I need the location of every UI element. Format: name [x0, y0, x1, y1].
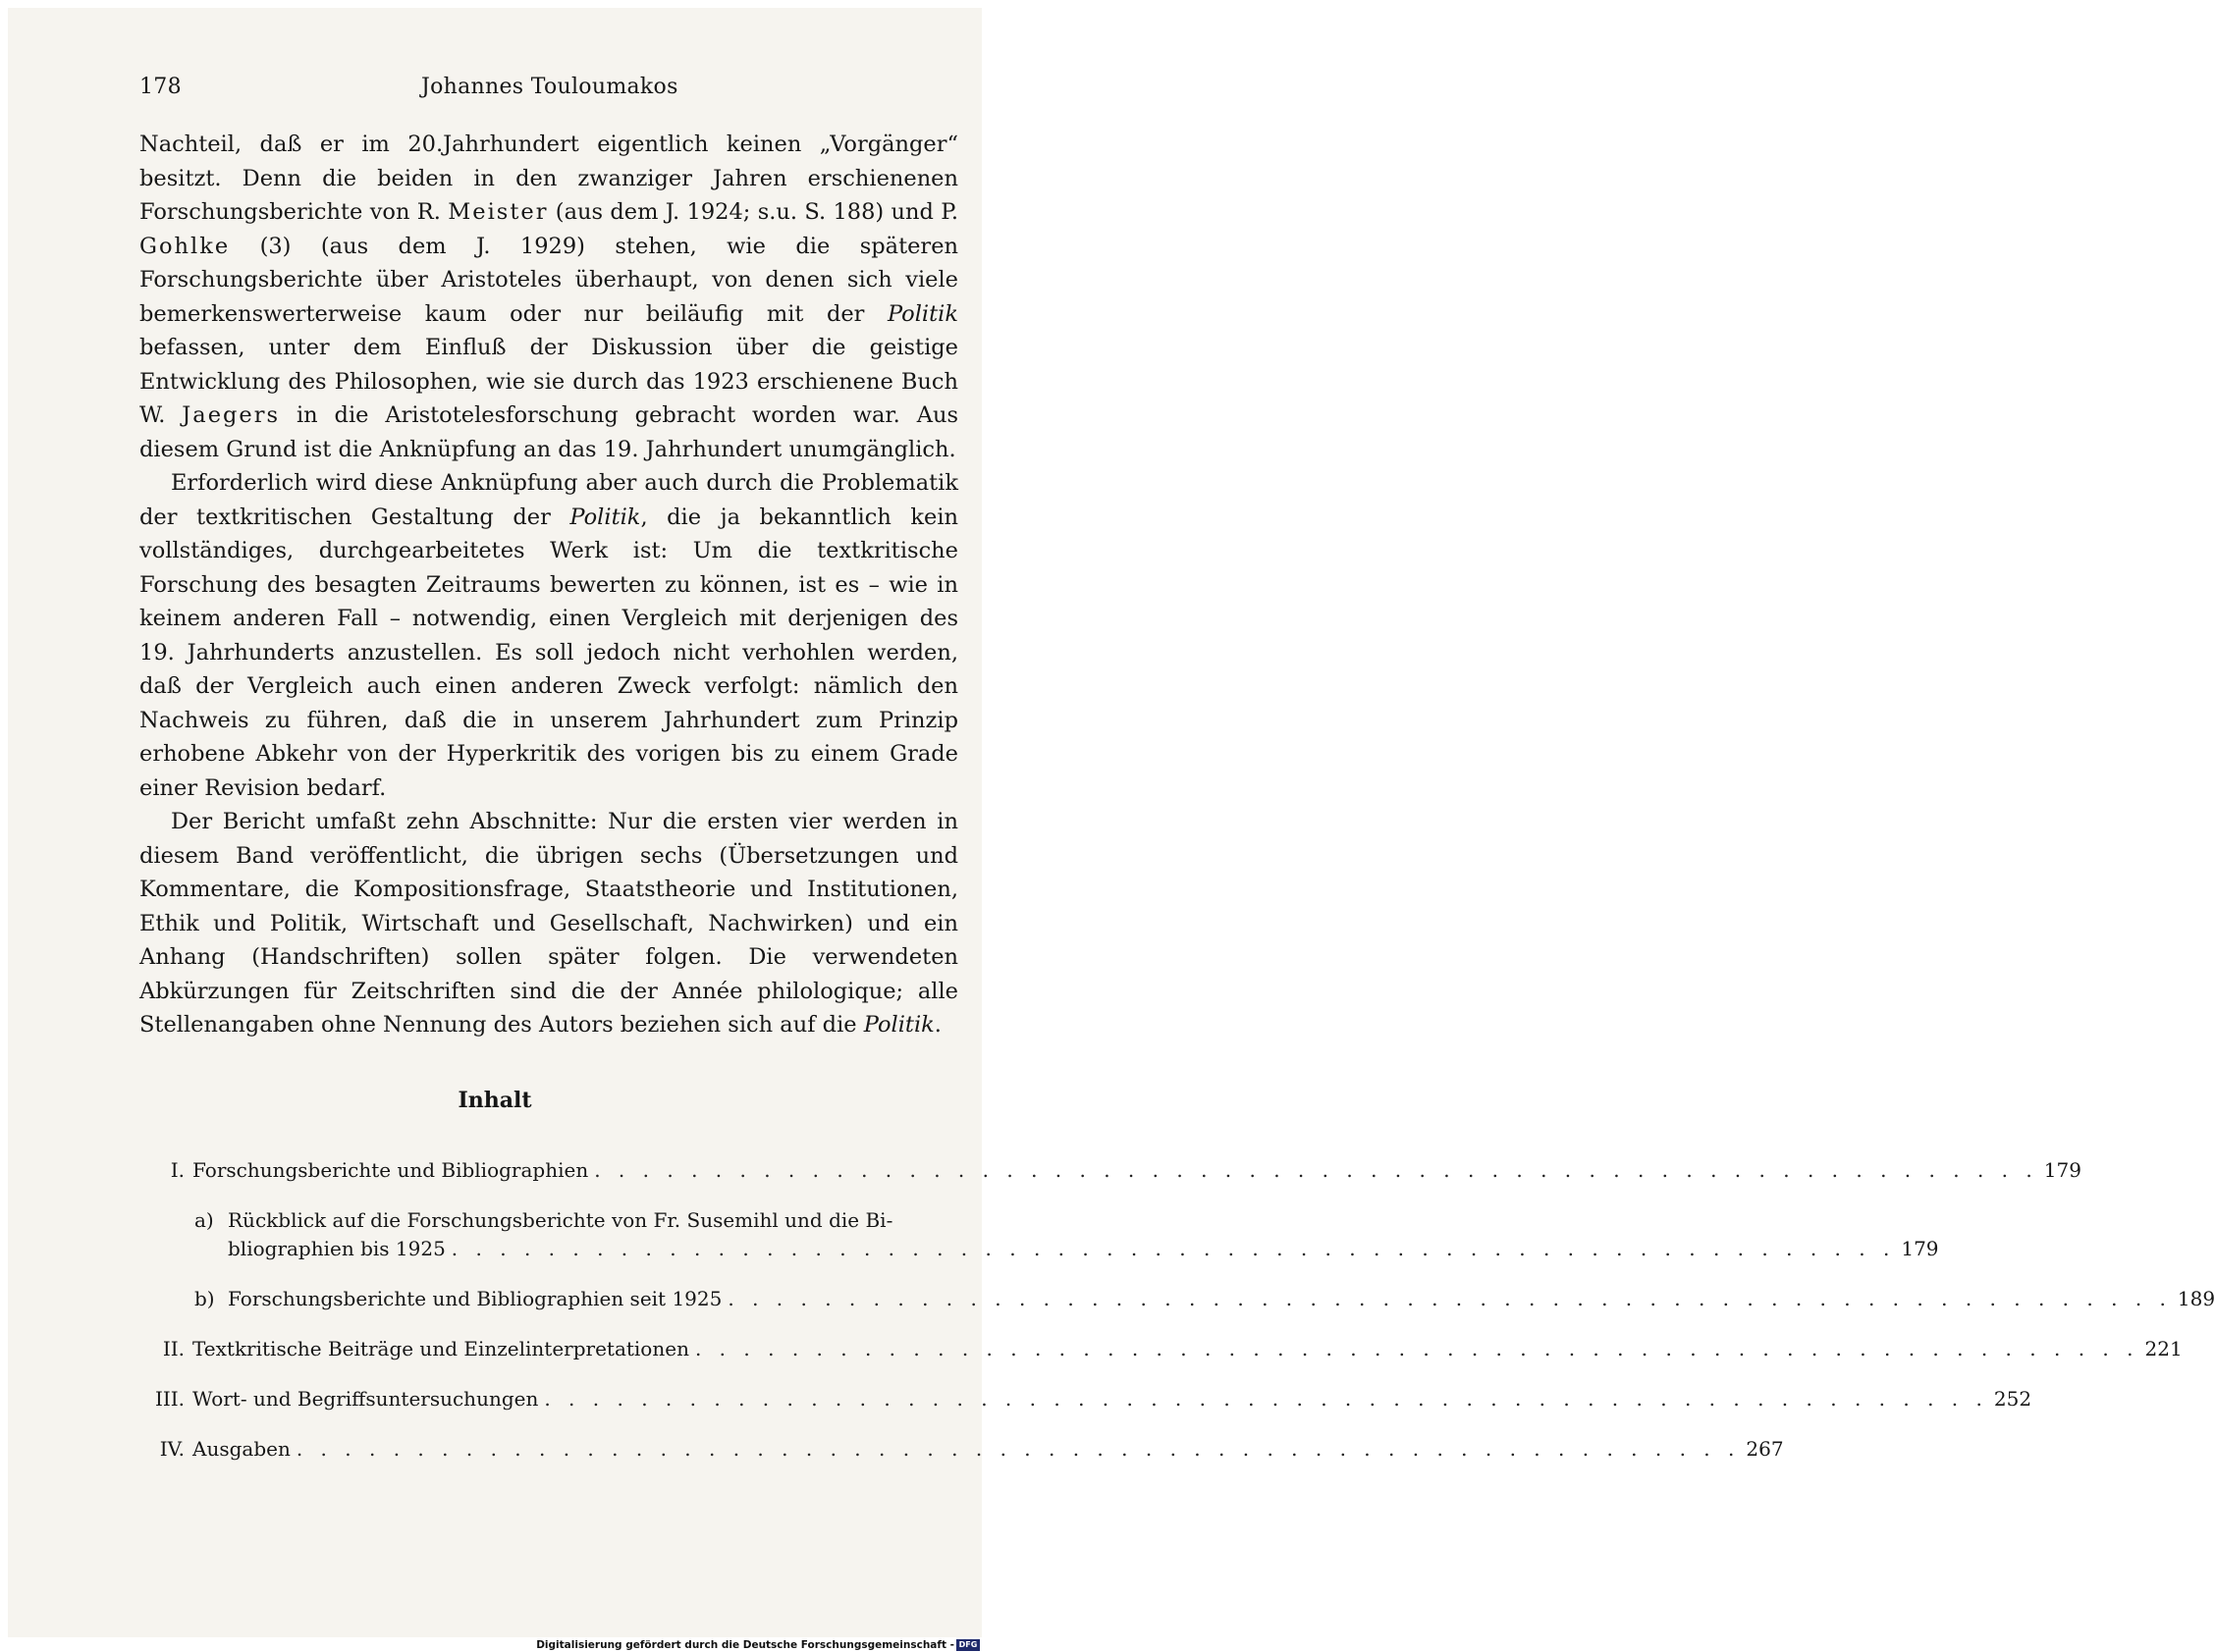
toc-entry-number: b) — [194, 1287, 215, 1310]
dot-leader: . . . . . . . . . . . . . . . . . . . . . . . . . . . . . . . . . . . . . . . . . . . . . . . . . . . . . . . . . . . . — [594, 1158, 2038, 1182]
text-run: Der Bericht umfaßt zehn Abschnitte: Nur die ersten vier werden in diesem Band veröffentlicht, die übrigen sechs (Übersetzungen und Kommentare, die Kompositionsfrage, Staatstheorie und Institutionen, Ethik und Politik, Wirtschaft und Gesellschaft, Nachwirken) und ein Anhang (Handschriften) sollen später folgen. Die verwendeten Abkürzungen für Zeitschriften sind die der Année philologique; alle Stellenangaben ohne Nennung des Autors beziehen sich auf die — [139, 809, 958, 1038]
toc-entry-label: Wort- und Begriffsuntersuchungen — [192, 1387, 539, 1411]
paragraph-3 — [139, 805, 958, 1042]
toc-entry-number: III. — [154, 1387, 185, 1411]
dot-leader: . . . . . . . . . . . . . . . . . . . . . . . . . . . . . . . . . . . . . . . . . . . . . . . . . . . . . . . . . . . . — [296, 1437, 1741, 1461]
toc-entry-page: 252 — [1993, 1387, 2032, 1411]
text-run: , die ja bekanntlich kein vollständiges, durchgearbeitetes Werk ist: Um die textkritische Forschung des besagten Zeitraums bewerten zu können, ist es – wie in keinem anderen Fall – notwendig, einen Vergleich mit derjenigen des 19. Jahrhunderts anzustellen. Es soll jedoch nicht verhohlen werden, daß der Vergleich auch einen anderen Zweck verfolgt: nämlich den Nachweis zu führen, daß die in unserem Jahrhundert zum Prinzip erhobene Abkehr von der Hyperkritik des vorigen bis zu einem Grade einer Revision bedarf. — [139, 504, 959, 801]
author-name-spaced: Meister — [448, 199, 549, 225]
dot-leader: . . . . . . . . . . . . . . . . . . . . . . . . . . . . . . . . . . . . . . . . . . . . . . . . . . . . . . . . . . . . — [544, 1387, 1988, 1411]
toc-entry-label: Textkritische Beiträge und Einzelinterpretationen — [192, 1337, 689, 1360]
toc-entry-label: Rückblick auf die Forschungsberichte von Fr. Susemihl und die Bi- — [228, 1208, 893, 1232]
italic-title: Politik — [863, 1012, 935, 1038]
paragraph-2 — [139, 466, 958, 805]
dfg-logo: DFG — [956, 1639, 980, 1651]
toc-heading: Inhalt — [458, 1088, 532, 1113]
toc-entry-label: Forschungsberichte und Bibliographien — [192, 1158, 589, 1182]
italic-title: Politik — [887, 300, 958, 327]
dot-leader: . . . . . . . . . . . . . . . . . . . . . . . . . . . . . . . . . . . . . . . . . . . . . . . . . . . . . . . . . . . . — [728, 1287, 2172, 1310]
toc-entry[interactable] — [139, 1335, 2183, 1363]
text-run: in die Aristotelesforschung gebracht worden war. Aus diesem Grund ist die Anknüpfung an das 19. Jahrhundert unumgänglich. — [139, 402, 958, 462]
toc-entry-page: 179 — [2043, 1158, 2081, 1182]
toc-entry-page: 179 — [1901, 1237, 1939, 1260]
toc-entry[interactable] — [139, 1285, 2215, 1313]
paragraph-1 — [139, 128, 958, 466]
digitization-footer — [0, 1637, 982, 1652]
toc-entry-page: 221 — [2144, 1337, 2183, 1360]
toc-entry[interactable] — [139, 1435, 1784, 1464]
toc-entry-number: II. — [162, 1337, 185, 1360]
funding-credit: Digitalisierung gefördert durch die Deutsche Forschungsgemeinschaft - — [536, 1639, 954, 1651]
author-name-spaced: Gohlke — [139, 233, 231, 259]
toc-entry-number: a) — [194, 1208, 214, 1232]
italic-title: Politik — [569, 504, 641, 530]
toc-entry-label-continued: bliographien bis 1925 — [228, 1237, 446, 1260]
book-page — [8, 8, 2215, 1637]
toc-entry-label: Ausgaben — [192, 1437, 291, 1461]
body-text — [139, 128, 958, 1042]
toc-entry-number: I. — [170, 1158, 185, 1182]
toc-entry-number: IV. — [159, 1437, 185, 1461]
toc-entry[interactable] — [139, 1206, 1939, 1263]
running-head-author: Johannes Touloumakos — [421, 75, 678, 99]
text-run: befassen, unter dem Einfluß der Diskussion über die geistige Entwicklung des Philosophen, wie sie durch das 1923 erschienene Buch W. — [139, 335, 958, 428]
author-name-spaced: Jaegers — [182, 402, 281, 428]
toc-entry-page: 267 — [1746, 1437, 1784, 1461]
text-run: . — [934, 1012, 942, 1038]
dot-leader: . . . . . . . . . . . . . . . . . . . . . . . . . . . . . . . . . . . . . . . . . . . . . . . . . . . . . . . . . . . . — [694, 1337, 2139, 1360]
toc-entry-label: Forschungsberichte und Bibliographien seit 1925 — [228, 1287, 723, 1310]
text-run: (aus dem J. 1924; s.u. S. 188) und P. — [548, 199, 958, 225]
text-run: (3) (aus dem J. 1929) stehen, wie die späteren Forschungsberichte über Aristoteles überhaupt, von denen sich viele bemerkenswerterweise kaum oder nur beiläufig mit der — [139, 233, 958, 327]
text-run: Erforderlich wird diese Anknüpfung aber auch durch die Problematik der textkritischen Gestaltung der — [139, 470, 958, 530]
text-run: Nachteil, daß er im 20.Jahrhundert eigentlich keinen „Vorgänger“ besitzt. Denn die beiden in den zwanziger Jahren erschienenen Forschungsberichte von R. — [139, 132, 958, 225]
toc-entry[interactable] — [139, 1156, 2081, 1185]
toc-entry-page: 189 — [2177, 1287, 2215, 1310]
table-of-contents — [139, 1156, 2215, 1485]
page-number: 178 — [139, 75, 182, 99]
toc-entry[interactable] — [139, 1385, 2032, 1413]
dot-leader: . . . . . . . . . . . . . . . . . . . . . . . . . . . . . . . . . . . . . . . . . . . . . . . . . . . . . . . . . . . . — [451, 1237, 1896, 1260]
